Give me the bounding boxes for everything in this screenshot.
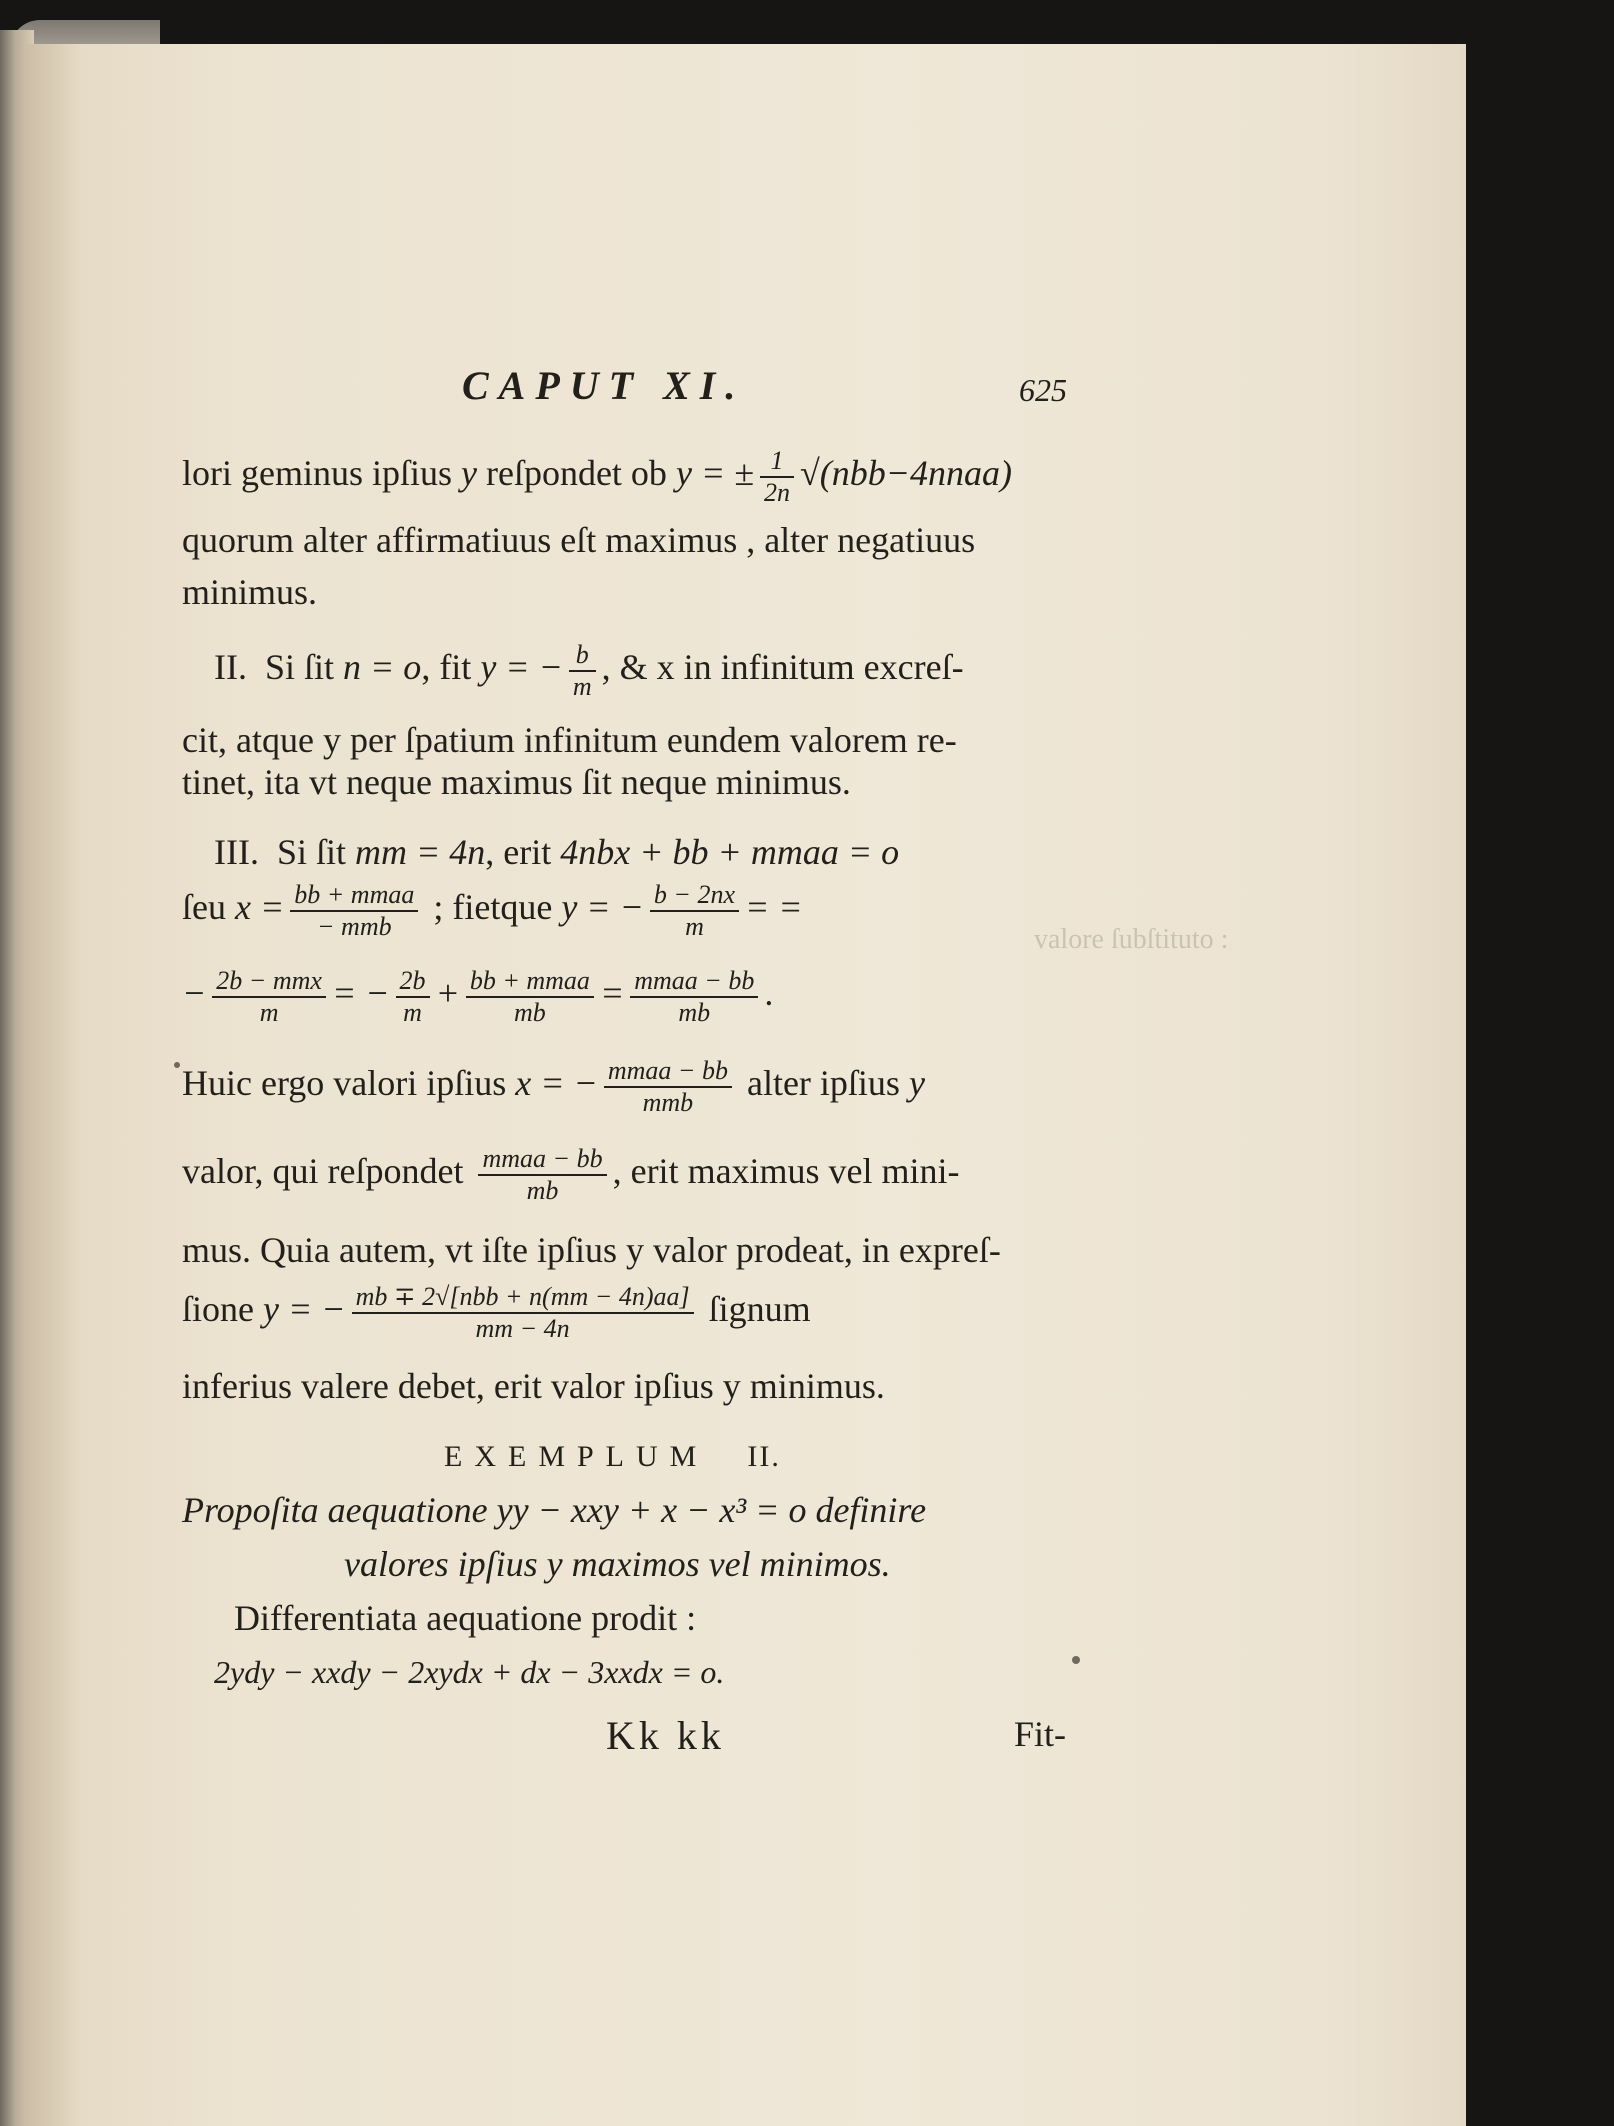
text-span: , & x in infinitum excreſ- [601,647,964,688]
fraction-denominator: mmb [642,1087,694,1117]
fraction-denominator: m [572,671,592,701]
text-line-3: minimus. [182,572,318,612]
example-heading [444,1442,781,1472]
book-page [24,44,1466,2126]
paragraph-ii-line-2: cit, atque y per ſpatium infinitum eundem valorem re- [182,720,957,760]
paragraph-ii-line-3: tinet, ita vt neque maximus ſit neque minimus. [182,762,851,802]
text-span: , erit maximus vel mini- [612,1151,960,1192]
text-span: . [764,973,774,1014]
fraction-denominator: mb [526,1175,559,1205]
fraction [760,446,794,508]
text-span: lori geminus ipſius [182,453,461,494]
ink-speck [174,1062,180,1068]
paragraph-label: III. [214,832,259,872]
fraction [212,966,326,1028]
signature-mark: Kk kk [606,1713,725,1758]
fraction [630,966,758,1028]
text-span: valor, qui reſpondet [182,1151,473,1192]
example-heading-text: EXEMPLUM [444,1440,709,1473]
text-span: , erit [485,832,561,872]
proposition-line-2: valores ipſius y maximos vel minimos. [344,1544,891,1584]
math-expr: y = − [262,1289,346,1330]
text-span: ſignum [699,1289,811,1330]
fraction-numerator: 2b [396,966,430,998]
text-span: Si ſit [264,647,344,688]
math-expr: √(nbb−4nnaa) [799,453,1012,494]
mus-line: mus. Quia autem, vt iſte ipſius y valor prodeat, in expreſ- [182,1230,1001,1270]
page-number: 625 [1019,372,1067,408]
text-span: ſeu [182,887,235,928]
show-through-bleed: valore ſubſtituto : [1034,924,1229,955]
fraction-numerator: 2b − mmx [212,966,326,998]
fraction-denominator: mb [678,997,711,1027]
sione-line [182,1282,811,1344]
math-expr: x = − [515,1063,598,1104]
fraction-numerator: b [569,640,596,672]
math-expr: = [599,973,625,1014]
math-expr: = = [745,887,803,928]
math-expr: x = [234,887,285,928]
paragraph-iii-line-1 [214,834,899,870]
valor-line [182,1144,960,1206]
fraction-denominator: − mmb [317,911,392,941]
math-expr: 4nbx + bb + mmaa = o [560,832,900,872]
paragraph-iii-line-2 [182,880,803,942]
math-expr: mm = 4n [355,832,486,872]
huic-line [182,1056,925,1118]
text-span: , fit [421,647,481,688]
text-span: reſpondet ob [476,453,676,494]
fraction [478,1144,606,1206]
running-title: CAPUT XI. [462,363,746,408]
ink-speck [1072,1656,1080,1664]
fraction [604,1056,732,1118]
fraction-denominator: m [259,997,279,1027]
catchword: Fit- [1014,1714,1067,1754]
text-span: alter ipſius [737,1063,909,1104]
math-expr: = − [331,973,390,1014]
paragraph-iii-line-3 [182,966,773,1028]
text-line-1 [182,446,1012,508]
fraction-denominator: 2n [763,477,790,507]
fraction [396,966,430,1028]
fraction-denominator: m [403,997,422,1027]
math-expr: − [182,973,207,1014]
math-expr: y = ± [675,453,754,494]
paragraph-ii-line-1 [214,640,964,702]
fraction [650,880,739,942]
text-span: ; fietque [424,887,562,928]
text-span: ſione [182,1289,263,1330]
inferius-line: inferius valere debet, erit valor ipſius y minimus. [182,1366,885,1406]
fraction [569,640,596,702]
fraction [466,966,594,1028]
fraction-numerator: 1 [760,446,794,478]
fraction-numerator: b − 2nx [650,880,739,912]
math-expr: y = − [561,887,644,928]
fraction-denominator: mb [513,997,546,1027]
differential-equation: 2ydy − xxdy − 2xydx + dx − 3xxdx = o. [214,1654,725,1690]
fraction-denominator: mm − 4n [475,1313,570,1343]
fraction-numerator: bb + mmaa [466,966,594,998]
text-span: Huic ergo valori ipſius [182,1063,516,1104]
paragraph-label: II. [214,647,247,688]
fraction-numerator: bb + mmaa [290,880,418,912]
math-expr: + [435,973,460,1014]
fraction-numerator: mb ∓ 2√[nbb + n(mm − 4n)aa] [352,1282,694,1314]
math-var: y [908,1063,925,1104]
differentiation-line: Differentiata aequatione prodit : [234,1598,697,1638]
fraction [352,1282,694,1344]
fraction [290,880,418,942]
fraction-denominator: m [685,911,704,941]
fraction-numerator: mmaa − bb [630,966,758,998]
math-expr: n = o [343,647,422,688]
fraction-numerator: mmaa − bb [478,1144,606,1176]
math-var: y [461,453,477,494]
text-span: Si ſit [276,832,355,872]
fraction-numerator: mmaa − bb [604,1056,732,1088]
proposition-line-1: Propoſita aequatione yy − xxy + x − x³ = o definire [182,1490,927,1530]
example-number: II. [747,1440,781,1473]
text-line-2: quorum alter affirmatiuus eſt maximus , alter negatiuus [182,520,976,560]
math-expr: y = − [480,647,563,688]
